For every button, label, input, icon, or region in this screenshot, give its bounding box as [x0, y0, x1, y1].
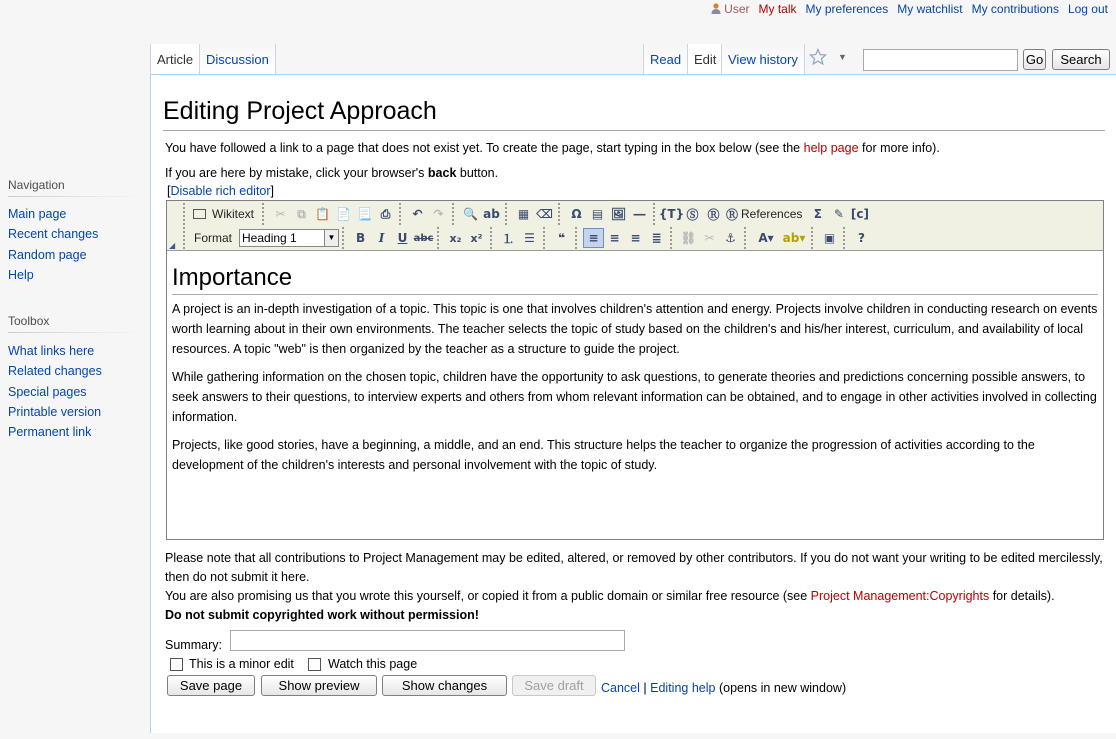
sidebar-item-special-pages[interactable]: Special pages — [8, 384, 87, 399]
blockquote-icon[interactable]: ❝ — [557, 231, 566, 245]
help-icon[interactable]: ? — [858, 231, 865, 245]
remove-format-icon[interactable]: ⌫ — [536, 207, 553, 221]
user-icon — [711, 3, 721, 14]
format-label: Format — [194, 231, 233, 245]
user-link[interactable]: User — [711, 2, 749, 16]
italic-icon[interactable]: I — [378, 231, 385, 245]
navigation-list — [8, 204, 98, 285]
toolbox-heading: Toolbox — [8, 314, 50, 328]
format-select[interactable]: Heading 1 ▼ — [239, 229, 339, 247]
toolbar-row-1 — [183, 203, 873, 225]
strikethrough-icon[interactable]: abc — [413, 232, 434, 244]
sidebar-item-random-page[interactable]: Random page — [8, 247, 87, 262]
sidebar-item-related-changes[interactable]: Related changes — [8, 364, 102, 379]
search-input[interactable] — [863, 49, 1018, 71]
content-heading: Importance — [172, 262, 1098, 295]
align-left-icon[interactable]: ≡ — [583, 228, 604, 248]
tab-discussion[interactable]: Discussion — [199, 44, 276, 74]
paste-icon[interactable]: 📋 — [315, 207, 330, 221]
bulleted-list-icon[interactable]: ☰ — [524, 231, 535, 245]
editor-content[interactable] — [172, 256, 1098, 483]
summary-input[interactable] — [230, 630, 625, 651]
find-icon[interactable]: 🔍 — [463, 207, 478, 221]
image-icon[interactable]: 🖼 — [610, 207, 627, 221]
superscript-icon[interactable]: x² — [470, 231, 483, 245]
my-contributions-link[interactable]: My contributions — [971, 2, 1059, 16]
special-char-icon[interactable]: Ω — [571, 207, 582, 221]
sidebar-item-permanent-link[interactable]: Permanent link — [8, 425, 92, 440]
sidebar-item-printable-version[interactable]: Printable version — [8, 404, 102, 419]
maximize-icon[interactable]: ▣ — [823, 231, 836, 245]
cancel-link[interactable]: Cancel — [601, 681, 640, 695]
page-title: Editing Project Approach — [163, 97, 437, 125]
sidebar-item-main-page[interactable]: Main page — [8, 207, 67, 221]
toolbox-list — [8, 341, 102, 442]
title-divider — [163, 130, 1105, 131]
license-notice: Please note that all contributions to Project Management may be edited, altered, or removed by other contributors. If you do not want your writing to be edited mercilessly, then do not submit it here. — [165, 551, 1103, 584]
my-talk-link[interactable]: My talk — [758, 2, 797, 16]
source-icon[interactable]: ✎ — [833, 207, 844, 221]
copy-icon[interactable]: ⧉ — [297, 206, 306, 221]
save-draft-button[interactable]: Save draft — [512, 675, 596, 696]
references-button[interactable]: Ⓡ References — [726, 207, 803, 222]
sidebar-item-what-links-here[interactable]: What links here — [8, 344, 95, 358]
align-justify-icon[interactable]: ≣ — [651, 231, 662, 245]
editor-toolbar — [167, 201, 1103, 251]
toolbox-divider — [8, 332, 142, 333]
save-page-button[interactable]: Save page — [167, 675, 255, 696]
tab-read[interactable]: Read — [643, 44, 687, 74]
sidebar-item-recent-changes[interactable]: Recent changes — [8, 227, 99, 242]
rich-editor — [166, 200, 1104, 540]
my-watchlist-link[interactable]: My watchlist — [897, 2, 963, 16]
editing-help-link[interactable]: Editing help — [650, 681, 716, 695]
create-page-intro: You have followed a link to a page that does not exist yet. To create the page, start typing in the box below (see the help page for more info). — [165, 141, 940, 155]
tab-article[interactable]: Article — [150, 44, 199, 74]
undo-icon[interactable]: ↶ — [412, 207, 423, 221]
signature-icon[interactable]: Ⓢ — [686, 207, 699, 222]
show-preview-button[interactable]: Show preview — [261, 675, 377, 696]
watch-star-icon[interactable] — [809, 48, 827, 66]
copyright-notice: You are also promising us that you wrote this yourself, or copied it from a public domain or similar free resource (see Project Management:Copyrights for details). — [165, 589, 1055, 603]
chevron-down-icon: ▼ — [324, 230, 338, 246]
math-icon[interactable]: Σ — [813, 207, 822, 221]
link-icon[interactable]: ⛓ — [680, 231, 697, 245]
horizontal-rule-icon[interactable]: ― — [633, 207, 646, 221]
print-icon[interactable]: ⎙ — [380, 206, 391, 221]
tab-edit[interactable]: Edit — [687, 44, 722, 74]
wikitext-toggle-button[interactable]: Wikitext — [191, 204, 259, 224]
content-area — [150, 74, 1116, 733]
sidebar — [0, 36, 150, 739]
replace-icon[interactable]: ab — [483, 207, 500, 221]
help-page-link[interactable]: help page — [803, 141, 859, 155]
disable-rich-editor: [Disable rich editor] — [167, 184, 275, 198]
edit-actions: Cancel | Editing help (opens in new window) — [601, 681, 847, 695]
numbered-list-icon[interactable]: ⒈ — [502, 231, 515, 246]
align-center-icon[interactable]: ≡ — [609, 231, 620, 245]
select-all-icon[interactable]: ▦ — [517, 207, 530, 221]
paste-text-icon[interactable]: 📄 — [336, 207, 351, 221]
minor-edit-checkbox[interactable] — [170, 658, 183, 671]
category-icon[interactable]: [c] — [850, 207, 869, 221]
logout-link[interactable]: Log out — [1067, 2, 1108, 16]
template-icon[interactable]: {T} — [658, 207, 685, 221]
watch-page-label: Watch this page — [328, 657, 418, 671]
personal-tools — [711, 0, 1108, 18]
go-button[interactable]: Go — [1023, 49, 1046, 70]
watch-page-checkbox[interactable] — [308, 658, 321, 671]
navigation-divider — [8, 196, 142, 197]
content-paragraph: Projects, like good stories, have a beginning, a middle, and an end. This structure helps the teacher to organize the progression of activities according to the development of the children's interests and personal involvement with the topic of study. — [172, 438, 1035, 472]
sidebar-item-help[interactable]: Help — [8, 267, 34, 282]
redo-icon[interactable]: ↷ — [433, 207, 444, 221]
subscript-icon[interactable]: x₂ — [449, 231, 462, 245]
content-paragraph: While gathering information on the chosen topic, children have the opportunity to ask questions, to generate theories and predictions concerning possible answers, to seek answers to their questions, to interview experts and others from whom relevant information can be obtained, and to engage in other activities involved in collecting information. — [172, 370, 1097, 424]
tab-view-history[interactable]: View history — [721, 44, 805, 74]
actions-menu-arrow-icon[interactable]: ▼ — [838, 52, 847, 62]
my-preferences-link[interactable]: My preferences — [805, 2, 889, 16]
unlink-icon[interactable]: ✂ — [704, 231, 715, 245]
navigation-heading: Navigation — [8, 178, 65, 192]
summary-label: Summary: — [165, 638, 222, 652]
collapse-toolbar-icon[interactable]: ◢ — [169, 241, 176, 250]
copyrights-link[interactable]: Project Management:Copyrights — [810, 589, 990, 603]
align-right-icon[interactable]: ≡ — [630, 231, 641, 245]
background-color-icon[interactable]: ab▾ — [782, 231, 806, 245]
reference-icon[interactable]: Ⓡ — [707, 207, 720, 222]
anchor-icon[interactable]: ⚓ — [725, 231, 736, 245]
toolbar-row-2 — [183, 227, 875, 249]
table-icon[interactable]: ▤ — [591, 207, 604, 221]
text-color-icon[interactable]: A▾ — [758, 231, 774, 245]
paste-word-icon[interactable]: 📃 — [357, 207, 372, 221]
bold-icon[interactable]: B — [355, 231, 366, 245]
search-button[interactable]: Search — [1052, 49, 1110, 70]
mistake-notice: If you are here by mistake, click your browser's back button. — [165, 166, 499, 180]
copyright-warning: Do not submit copyrighted work without permission! — [165, 608, 479, 622]
wikitext-icon — [193, 209, 206, 219]
disable-rich-editor-link[interactable]: Disable rich editor — [170, 184, 271, 198]
show-changes-button[interactable]: Show changes — [382, 675, 507, 696]
content-paragraph: A project is an in-depth investigation of a topic. This topic is one that involves children's attention and energy. Projects involve children in conducting research on events worth learning about in their own environments. The teacher selects the topic of study based on the children's and his/her interest, curriculum, and availability of local resources. A topic "web" is then organized by the teacher as a structure to guide the project. — [172, 302, 1098, 356]
underline-icon[interactable]: U — [397, 231, 408, 245]
cut-icon[interactable]: ✂ — [275, 207, 286, 221]
minor-edit-label: This is a minor edit — [189, 657, 294, 671]
